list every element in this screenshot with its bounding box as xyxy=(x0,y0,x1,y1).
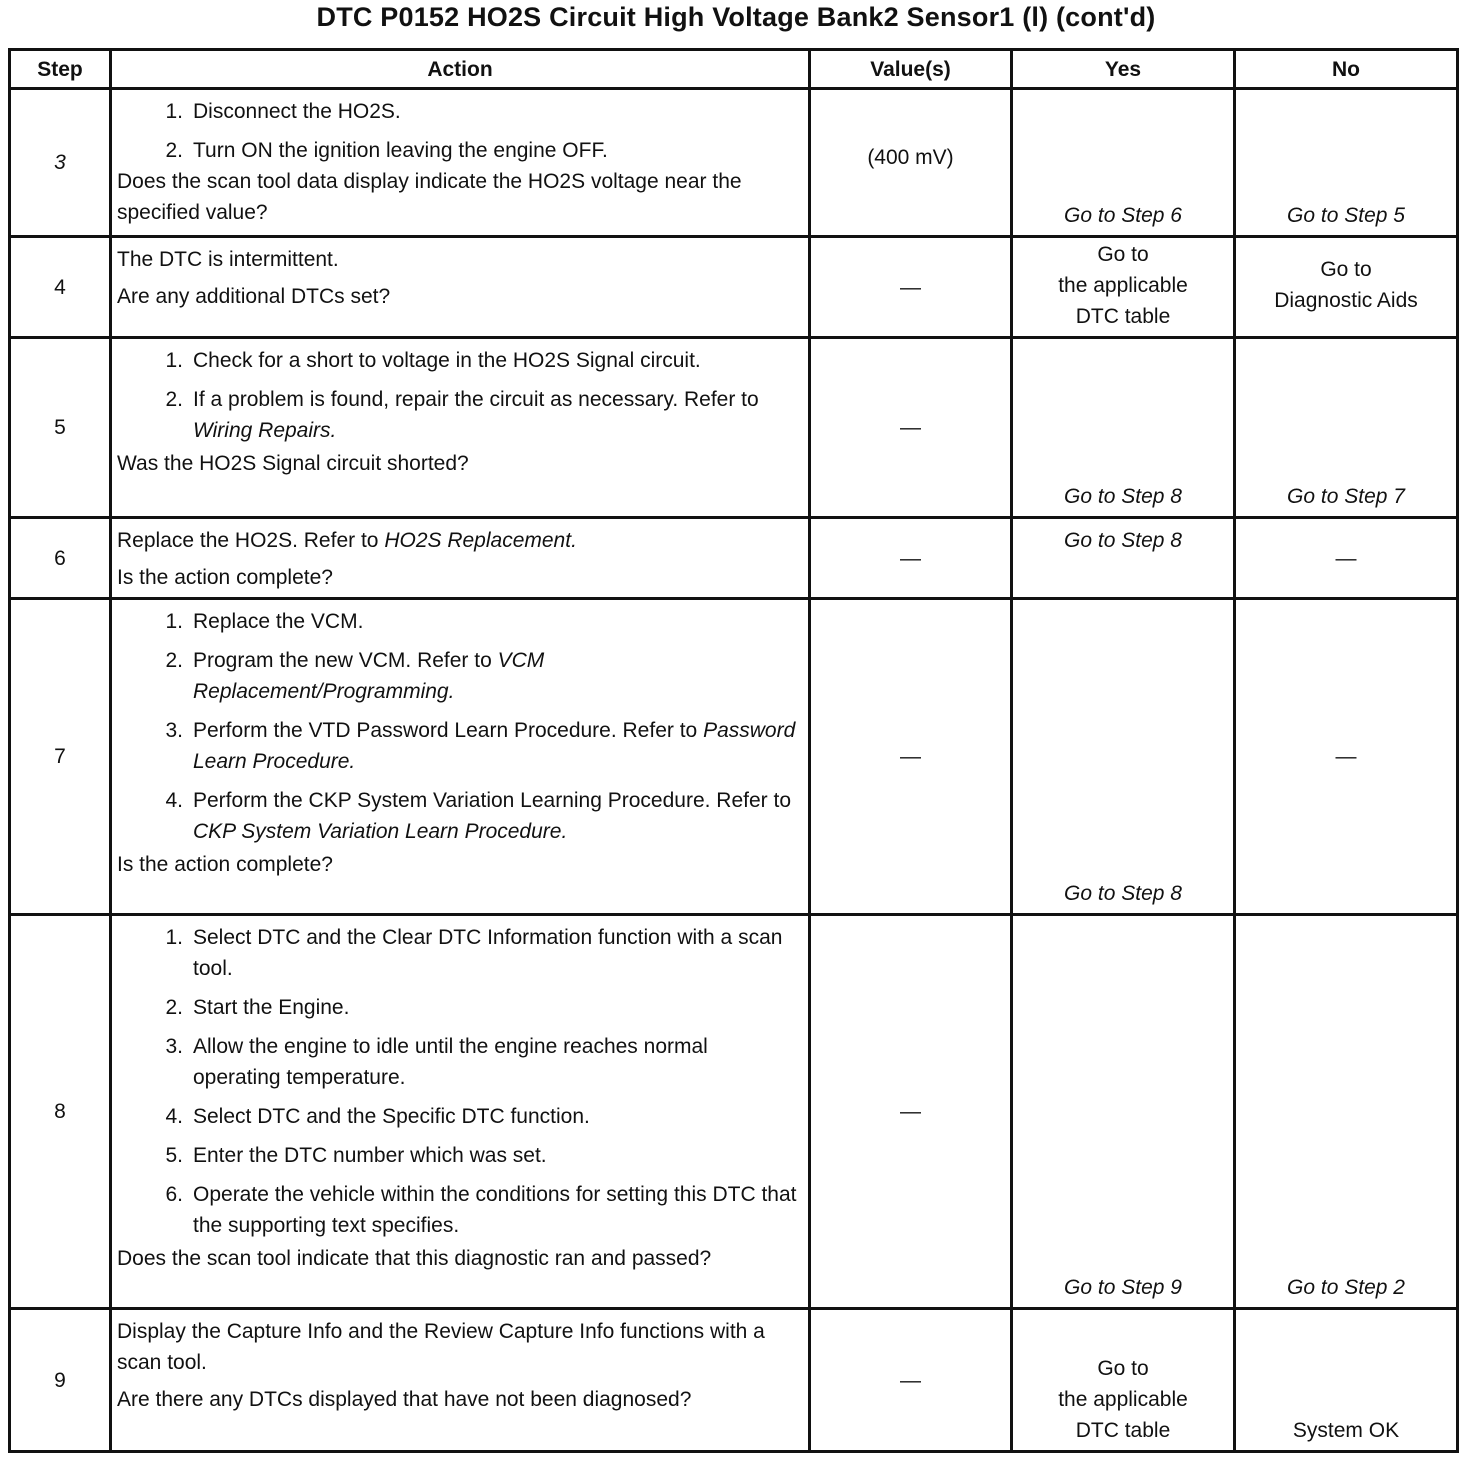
list-item: 4. Select DTC and the Specific DTC function. xyxy=(165,1105,590,1128)
step-number: 9 xyxy=(10,1309,111,1452)
list-item: 2. Start the Engine. xyxy=(165,996,350,1019)
no-result: — xyxy=(1235,599,1458,915)
header-action: Action xyxy=(111,50,810,89)
yes-result: Go to Step 8 xyxy=(1012,338,1235,518)
action-cell xyxy=(111,915,810,1309)
header-yes: Yes xyxy=(1012,50,1235,89)
value-cell: — xyxy=(810,338,1012,518)
header-step: Step xyxy=(10,50,111,89)
value-cell: — xyxy=(810,518,1012,599)
value-cell: — xyxy=(810,915,1012,1309)
table-row xyxy=(10,518,1458,599)
table-row xyxy=(10,338,1458,518)
list-item: 1. Disconnect the HO2S. xyxy=(165,100,401,123)
question: Was the HO2S Signal circuit shorted? xyxy=(117,452,469,475)
question: Are there any DTCs displayed that have not been diagnosed? xyxy=(117,1388,692,1411)
yes-result: Go to Step 8 xyxy=(1012,518,1235,599)
value-cell: — xyxy=(810,599,1012,915)
yes-result: Go to Step 6 xyxy=(1012,89,1235,237)
value-cell: (400 mV) xyxy=(810,89,1012,237)
list-item: 3. Allow the engine to idle until the engine reaches normal operating temperature. xyxy=(165,1035,708,1089)
step-number: 4 xyxy=(10,237,111,338)
diagnostic-table xyxy=(8,48,1459,1453)
yes-result: Go to the applicable DTC table xyxy=(1012,1309,1235,1452)
list-item: 2. If a problem is found, repair the circuit as necessary. Refer to Wiring Repairs. xyxy=(165,388,759,442)
no-result: System OK xyxy=(1235,1309,1458,1452)
table-header-row xyxy=(10,50,1458,89)
question: Are any additional DTCs set? xyxy=(117,285,391,308)
action-cell xyxy=(111,89,810,237)
question: Does the scan tool indicate that this diagnostic ran and passed? xyxy=(117,1247,712,1270)
no-result: Go to Diagnostic Aids xyxy=(1235,237,1458,338)
list-item: 3. Perform the VTD Password Learn Procedure. Refer to Password Learn Procedure. xyxy=(165,719,796,773)
list-item: 5. Enter the DTC number which was set. xyxy=(165,1144,547,1167)
yes-result: Go to Step 8 xyxy=(1012,599,1235,915)
table-row xyxy=(10,599,1458,915)
value-cell: — xyxy=(810,1309,1012,1452)
step-number: 7 xyxy=(10,599,111,915)
no-result: Go to Step 5 xyxy=(1235,89,1458,237)
yes-result: Go to the applicable DTC table xyxy=(1012,237,1235,338)
step-number: 8 xyxy=(10,915,111,1309)
list-item: 1. Select DTC and the Clear DTC Information function with a scan tool. xyxy=(165,926,783,980)
action-cell xyxy=(111,599,810,915)
question: Does the scan tool data display indicate the HO2S voltage near the specified value? xyxy=(117,170,742,224)
action-cell xyxy=(111,338,810,518)
table-row xyxy=(10,237,1458,338)
action-cell: Replace the HO2S. Refer to HO2S Replacement. Is the action complete? xyxy=(111,518,810,599)
page-title: DTC P0152 HO2S Circuit High Voltage Bank2 Sensor1 (l) (cont'd) xyxy=(316,2,1156,32)
table-row xyxy=(10,89,1458,237)
no-result: Go to Step 2 xyxy=(1235,915,1458,1309)
yes-result: Go to Step 9 xyxy=(1012,915,1235,1309)
header-values: Value(s) xyxy=(810,50,1012,89)
table-row xyxy=(10,1309,1458,1452)
step-number: 5 xyxy=(10,338,111,518)
header-no: No xyxy=(1235,50,1458,89)
list-item: 4. Perform the CKP System Variation Learning Procedure. Refer to CKP System Variation Learn Procedure. xyxy=(165,789,792,843)
list-item: 2. Turn ON the ignition leaving the engine OFF. xyxy=(165,139,608,162)
step-number: 3 xyxy=(10,89,111,237)
value-cell: — xyxy=(810,237,1012,338)
no-result: — xyxy=(1235,518,1458,599)
action-cell: Display the Capture Info and the Review Capture Info functions with a scan tool. Are there any DTCs displayed that have not been diagnosed? xyxy=(111,1309,810,1452)
list-item: 1. Check for a short to voltage in the HO2S Signal circuit. xyxy=(165,349,701,372)
list-item: 6. Operate the vehicle within the conditions for setting this DTC that the supporting text specifies. xyxy=(165,1183,797,1237)
step-number: 6 xyxy=(10,518,111,599)
no-result: Go to Step 7 xyxy=(1235,338,1458,518)
table-row xyxy=(10,915,1458,1309)
question: Is the action complete? xyxy=(117,566,333,589)
action-cell: The DTC is intermittent. Are any additional DTCs set? xyxy=(111,237,810,338)
question: Is the action complete? xyxy=(117,853,333,876)
list-item: 2. Program the new VCM. Refer to VCM Replacement/Programming. xyxy=(165,649,545,703)
list-item: 1. Replace the VCM. xyxy=(165,610,364,633)
